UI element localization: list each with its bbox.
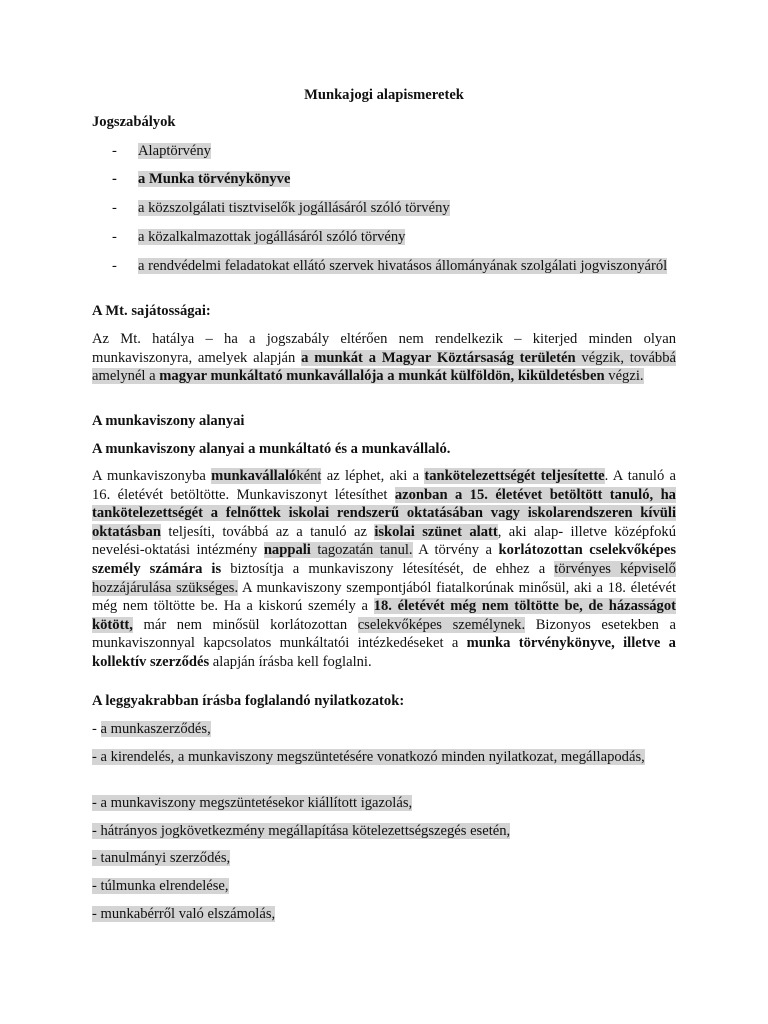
highlighted-text: a munkát a Magyar Köztársaság területén [301,349,576,366]
bold-text: munka törvénykönyve, illetve a kollektív szerződés [92,635,676,670]
list-dash: - [112,258,117,274]
paragraph-mt [92,330,676,386]
highlighted-text: azonban a 15. életévet betöltött tanuló, ha tankötelezettségét a felnőttek iskolai rendszerű oktatásában vagy iskolarendszeren kívüli oktatásban [92,486,676,540]
text-run: alapján írásba kell foglalni. [209,653,372,670]
list-item-text: a kirendelés, a munkaviszony megszüntetésére vonatkozó minden nyilatkozat, megállapodás, [100,749,645,765]
list-item-text: Alaptörvény [138,143,211,159]
text-run: biztosítja a munkaviszony létesítését, de ehhez a [221,560,555,577]
paragraph-alanyai [92,467,676,672]
section-heading-jogszabalyok: Jogszabályok [92,114,176,130]
list-item [92,720,676,739]
highlighted-text: végzi. [604,368,644,385]
section-heading-alanyai: A munkaviszony alanyai [92,413,245,429]
text-run: A munkaviszonyba [92,468,212,484]
text-run: , aki alap- illetve középfokú nevelési-oktatási intézmény [92,523,676,559]
list-item-text: - tanulmányi szerződés, [92,850,231,866]
text-run: A munkaviszony szempontjából fiatalkorúnak minősül, aki a 18. életévét még nem töltötte be. Ha a kiskorú személy a [92,579,676,615]
highlighted-text: munkavállaló [211,468,297,484]
list-item [112,199,676,218]
highlighted-text: végzik, továbbá amelynél a [92,349,676,385]
text-run: A törvény a [412,542,499,559]
list-dash: - [112,143,117,159]
list-item [92,748,676,767]
text-run: az léphet, aki a [321,468,425,484]
list-item-text: a közszolgálati tisztviselők jogállásáról szóló törvény [138,200,450,216]
list-dash: - [92,721,101,737]
highlighted-text: iskolai szünet alatt [374,523,498,540]
list-dash: - [112,229,117,245]
text-run: már nem minősül korlátozottan [132,616,358,633]
section-heading-mt: A Mt. sajátosságai: [92,303,211,319]
list-dash: - [92,749,101,765]
text-run: Bizonyos esetekben a munkaviszonnyal kapcsolatos munkáltatói intézkedéseket a [92,616,676,652]
text-run: . A tanuló a 16. életévét betöltötte. Munkaviszonyt létesíthet [92,468,677,503]
list-item [92,794,676,813]
highlighted-text: 18. életévét még nem töltötte be, de házasságot kötött, [92,598,676,633]
subheading-alanyai: A munkaviszony alanyai a munkáltató és a munkavállaló. [92,441,451,457]
section-heading-nyilatkozatok: A leggyakrabban írásba foglalandó nyilatkozatok: [92,693,405,709]
list-item [112,257,676,276]
list-item-text: a munkaszerződés, [100,721,211,737]
bold-text: korlátozottan cselekvőképes személy számára is [92,542,676,577]
list-item [92,822,676,841]
highlighted-text: tagozatán tanul. [310,542,413,559]
highlighted-text: tankötelezettségét teljesítette [424,468,605,484]
text-run: Az Mt. hatálya – ha a jogszabály eltérően nem rendelkezik – kiterjed minden olyan munkaviszonyra, amelyek alapján [92,331,676,366]
highlighted-text: nappali [263,542,311,559]
list-item [92,905,676,924]
highlighted-text: törvényes képviselő hozzájárulása szükséges. [92,560,676,596]
highlighted-text: cselekvőképes személynek. [357,616,526,633]
list-item-text: a rendvédelmi feladatokat ellátó szervek hivatásos állományának szolgálati jogviszonyáról [138,258,668,274]
list-item-text: - túlmunka elrendelése, [92,878,229,894]
list-item [92,849,676,868]
text-run: teljesíti, továbbá az a tanuló az [160,523,375,540]
list-item [92,877,676,896]
list-item [112,170,676,189]
list-item-text: - a munkaviszony megszüntetésekor kiállított igazolás, [92,795,413,811]
list-item [112,228,676,247]
list-item-text: - hátrányos jogkövetkezmény megállapítása kötelezettségszegés esetén, [92,823,511,839]
highlighted-text: ként [296,468,322,484]
list-dash: - [112,171,117,187]
list-item-text: a közalkalmazottak jogállásáról szóló törvény [138,229,406,245]
highlighted-text: magyar munkáltató munkavállalója a munkát külföldön, kiküldetésben [159,368,605,385]
document-title: Munkajogi alapismeretek [304,87,464,103]
list-item-text: a Munka törvénykönyve [138,171,291,187]
list-item [112,142,676,161]
list-item-text: - munkabérről való elszámolás, [92,906,276,922]
list-dash: - [112,200,117,216]
